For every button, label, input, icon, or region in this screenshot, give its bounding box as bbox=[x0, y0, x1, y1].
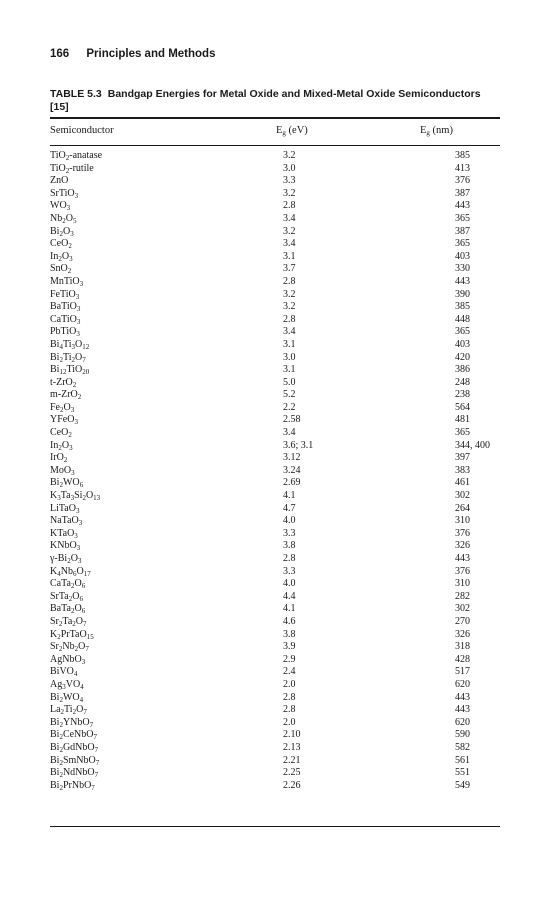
cell-eg-nm: 403 bbox=[455, 338, 470, 350]
cell-eg-nm: 397 bbox=[455, 452, 470, 464]
cell-semiconductor: IrO$_2$ bbox=[50, 452, 68, 465]
cell-semiconductor: $CaTa_2O_6$ bbox=[50, 578, 86, 591]
table-row bbox=[50, 553, 500, 566]
cell-semiconductor: CaTiO$_3$ bbox=[50, 313, 81, 326]
cell-eg-ev: 3.7 bbox=[283, 263, 296, 275]
cell-eg-nm: 413 bbox=[455, 162, 470, 174]
table-row bbox=[50, 503, 500, 516]
cell-eg-nm: 376 bbox=[455, 565, 470, 577]
table-row bbox=[50, 276, 500, 289]
cell-eg-ev: 3.0 bbox=[283, 162, 296, 174]
cell-eg-ev: 2.69 bbox=[283, 477, 301, 489]
cell-eg-nm: 443 bbox=[455, 691, 470, 703]
cell-eg-ev: 3.0 bbox=[283, 351, 296, 363]
cell-semiconductor: AgNbO$_3$ bbox=[50, 653, 86, 666]
cell-eg-nm: 330 bbox=[455, 263, 470, 275]
cell-eg-ev: 4.7 bbox=[283, 502, 296, 514]
cell-eg-ev: 2.8 bbox=[283, 200, 296, 212]
cell-semiconductor: LiTaO$_3$ bbox=[50, 502, 80, 515]
cell-eg-ev: 4.0 bbox=[283, 515, 296, 527]
cell-semiconductor: $La_2Ti_2O_7$ bbox=[50, 704, 87, 717]
cell-eg-ev: 4.6 bbox=[283, 615, 296, 627]
cell-eg-ev: 3.1 bbox=[283, 364, 296, 376]
cell-eg-nm: 582 bbox=[455, 741, 470, 753]
cell-semiconductor: $Fe_2O_3$ bbox=[50, 401, 75, 414]
cell-semiconductor: $Bi_4Ti_3O_{12}$ bbox=[50, 338, 90, 351]
cell-semiconductor: $Bi_2PrNbO_7$ bbox=[50, 779, 95, 792]
table-row bbox=[50, 251, 500, 264]
cell-eg-ev: 3.2 bbox=[283, 288, 296, 300]
table-row bbox=[50, 692, 500, 705]
cell-semiconductor: $BaTa_2O_6$ bbox=[50, 603, 86, 616]
table-row bbox=[50, 591, 500, 604]
column-header-eg-nm: $E_g$ (nm) bbox=[420, 125, 453, 137]
cell-eg-nm: 302 bbox=[455, 603, 470, 615]
cell-eg-ev: 3.2 bbox=[283, 301, 296, 313]
cell-semiconductor: $Sr_2Nb_2O_7$ bbox=[50, 641, 89, 654]
cell-semiconductor: $SrTa_2O_6$ bbox=[50, 590, 83, 603]
cell-eg-nm: 302 bbox=[455, 490, 470, 502]
table-row bbox=[50, 755, 500, 768]
table-row bbox=[50, 540, 500, 553]
cell-semiconductor: $Bi_2O_3$ bbox=[50, 225, 74, 238]
table-row bbox=[50, 238, 500, 251]
table-row bbox=[50, 629, 500, 642]
cell-eg-nm: 248 bbox=[455, 376, 470, 388]
table-row bbox=[50, 490, 500, 503]
table-caption-text: Bandgap Energies for Metal Oxide and Mixed-Metal Oxide Semiconductors [15] bbox=[50, 88, 481, 113]
cell-eg-ev: 4.1 bbox=[283, 603, 296, 615]
table-row bbox=[50, 654, 500, 667]
cell-eg-ev: 2.0 bbox=[283, 716, 296, 728]
cell-eg-ev: 2.10 bbox=[283, 729, 301, 741]
cell-eg-nm: 620 bbox=[455, 716, 470, 728]
table-row bbox=[50, 515, 500, 528]
cell-semiconductor: $\gamma-Bi_2O_3$ bbox=[50, 553, 82, 565]
table-caption bbox=[50, 88, 490, 114]
cell-semiconductor: $In_2O_3$ bbox=[50, 250, 73, 263]
cell-eg-nm: 326 bbox=[455, 628, 470, 640]
cell-eg-ev: 2.8 bbox=[283, 553, 296, 564]
cell-semiconductor: CeO$_2$ bbox=[50, 238, 72, 251]
cell-semiconductor: $K_4Nb_6O_{17}$ bbox=[50, 565, 91, 578]
cell-eg-nm: 551 bbox=[455, 767, 470, 779]
table-row bbox=[50, 427, 500, 440]
cell-eg-ev: 4.0 bbox=[283, 578, 296, 590]
running-header bbox=[50, 48, 215, 60]
cell-eg-nm: 561 bbox=[455, 754, 470, 766]
cell-semiconductor: $K_2PrTaO_{15}$ bbox=[50, 628, 94, 641]
cell-semiconductor: $Sr_2Ta_2O_7$ bbox=[50, 615, 87, 628]
table-row bbox=[50, 566, 500, 579]
table-row bbox=[50, 263, 500, 276]
table-row bbox=[50, 163, 500, 176]
cell-eg-nm: 549 bbox=[455, 779, 470, 791]
table-row bbox=[50, 352, 500, 365]
cell-semiconductor: MnTiO$_3$ bbox=[50, 275, 84, 288]
cell-eg-nm: 344, 400 bbox=[455, 439, 490, 451]
table-header-rule bbox=[50, 145, 500, 146]
cell-semiconductor: $Nb_2O_5$ bbox=[50, 212, 77, 225]
cell-semiconductor: $Bi_{12}TiO_{20}$ bbox=[50, 364, 90, 377]
table-row bbox=[50, 616, 500, 629]
column-header-eg-ev: $E_g$ (eV) bbox=[276, 125, 308, 137]
table-row bbox=[50, 528, 500, 541]
cell-eg-nm: 326 bbox=[455, 540, 470, 552]
table-row bbox=[50, 339, 500, 352]
cell-eg-ev: 2.25 bbox=[283, 767, 301, 779]
table-row bbox=[50, 717, 500, 730]
cell-eg-ev: 2.0 bbox=[283, 678, 296, 690]
cell-eg-nm: 310 bbox=[455, 515, 470, 527]
cell-eg-ev: 3.4 bbox=[283, 238, 296, 250]
cell-eg-ev: 3.1 bbox=[283, 250, 296, 262]
cell-eg-nm: 461 bbox=[455, 477, 470, 489]
table-label: TABLE 5.3 bbox=[50, 88, 102, 100]
cell-eg-nm: 564 bbox=[455, 401, 470, 413]
table-row bbox=[50, 452, 500, 465]
cell-eg-nm: 428 bbox=[455, 653, 470, 665]
table-row bbox=[50, 200, 500, 213]
cell-eg-ev: 2.8 bbox=[283, 691, 296, 703]
table-row bbox=[50, 729, 500, 742]
cell-eg-ev: 2.8 bbox=[283, 313, 296, 325]
cell-eg-ev: 4.1 bbox=[283, 490, 296, 502]
cell-semiconductor: NaTaO$_3$ bbox=[50, 515, 83, 528]
cell-semiconductor: $Bi_2CeNbO_7$ bbox=[50, 729, 98, 742]
cell-eg-ev: 2.21 bbox=[283, 754, 301, 766]
cell-eg-ev: 3.24 bbox=[283, 464, 301, 476]
table-row bbox=[50, 578, 500, 591]
cell-semiconductor: SnO$_2$ bbox=[50, 263, 72, 276]
cell-eg-ev: 3.12 bbox=[283, 452, 301, 464]
cell-eg-nm: 443 bbox=[455, 200, 470, 212]
cell-eg-nm: 481 bbox=[455, 414, 470, 426]
cell-eg-ev: 3.8 bbox=[283, 540, 296, 552]
cell-semiconductor: KTaO$_3$ bbox=[50, 527, 78, 540]
cell-eg-ev: 3.4 bbox=[283, 427, 296, 439]
table-row bbox=[50, 767, 500, 780]
cell-eg-nm: 376 bbox=[455, 527, 470, 539]
cell-semiconductor: BaTiO$_3$ bbox=[50, 301, 81, 314]
table-row bbox=[50, 465, 500, 478]
cell-semiconductor: $Bi_2GdNbO_7$ bbox=[50, 741, 99, 754]
cell-eg-ev: 3.2 bbox=[283, 225, 296, 237]
table-row bbox=[50, 679, 500, 692]
table-row bbox=[50, 314, 500, 327]
table-bottom-rule bbox=[50, 826, 500, 827]
cell-eg-nm: 443 bbox=[455, 553, 470, 564]
running-title: Principles and Methods bbox=[86, 48, 216, 60]
cell-eg-ev: 3.4 bbox=[283, 326, 296, 338]
table-row bbox=[50, 414, 500, 427]
cell-eg-nm: 318 bbox=[455, 641, 470, 653]
cell-semiconductor: CeO$_2$ bbox=[50, 427, 72, 440]
table-row bbox=[50, 175, 500, 188]
table-row bbox=[50, 389, 500, 402]
cell-semiconductor: $Bi_2WO_4$ bbox=[50, 691, 84, 704]
table-row bbox=[50, 402, 500, 415]
cell-semiconductor: $Ag_3VO_4$ bbox=[50, 678, 84, 691]
cell-semiconductor: YFeO$_3$ bbox=[50, 414, 78, 427]
cell-eg-nm: 238 bbox=[455, 389, 470, 401]
cell-eg-nm: 376 bbox=[455, 175, 470, 187]
cell-semiconductor: KNbO$_3$ bbox=[50, 540, 81, 553]
cell-eg-ev: 5.0 bbox=[283, 376, 296, 388]
cell-eg-nm: 365 bbox=[455, 427, 470, 439]
cell-eg-nm: 385 bbox=[455, 150, 470, 161]
cell-semiconductor: $Bi_2WO_6$ bbox=[50, 477, 84, 490]
table-body bbox=[50, 150, 500, 792]
table-row bbox=[50, 603, 500, 616]
cell-eg-nm: 403 bbox=[455, 250, 470, 262]
table-row bbox=[50, 742, 500, 755]
cell-eg-nm: 387 bbox=[455, 225, 470, 237]
cell-semiconductor: t-ZrO$_2$ bbox=[50, 376, 77, 389]
cell-semiconductor: MoO$_3$ bbox=[50, 464, 75, 477]
table-row bbox=[50, 377, 500, 390]
cell-eg-ev: 2.8 bbox=[283, 275, 296, 287]
table-row bbox=[50, 364, 500, 377]
cell-eg-ev: 3.6; 3.1 bbox=[283, 439, 314, 451]
cell-semiconductor: ZnO bbox=[50, 175, 69, 187]
table-row bbox=[50, 704, 500, 717]
cell-eg-ev: 2.8 bbox=[283, 704, 296, 716]
cell-eg-nm: 390 bbox=[455, 288, 470, 300]
cell-eg-nm: 443 bbox=[455, 275, 470, 287]
cell-semiconductor: m-ZrO$_2$ bbox=[50, 389, 82, 402]
cell-eg-ev: 2.4 bbox=[283, 666, 296, 678]
cell-eg-ev: 3.8 bbox=[283, 628, 296, 640]
column-header-semiconductor: Semiconductor bbox=[50, 125, 114, 136]
cell-eg-ev: 3.2 bbox=[283, 150, 296, 161]
cell-eg-ev: 3.9 bbox=[283, 641, 296, 653]
table-row bbox=[50, 780, 500, 793]
table-row bbox=[50, 641, 500, 654]
cell-semiconductor: $WO_3$ bbox=[50, 200, 71, 213]
table-row bbox=[50, 289, 500, 302]
cell-semiconductor: $Bi_2NdNbO_7$ bbox=[50, 767, 99, 780]
cell-eg-nm: 264 bbox=[455, 502, 470, 514]
cell-eg-nm: 383 bbox=[455, 464, 470, 476]
cell-eg-ev: 3.2 bbox=[283, 187, 296, 199]
cell-semiconductor: SrTiO$_3$ bbox=[50, 187, 79, 200]
cell-eg-nm: 387 bbox=[455, 187, 470, 199]
cell-semiconductor: FeTiO$_3$ bbox=[50, 288, 80, 301]
cell-eg-nm: 420 bbox=[455, 351, 470, 363]
cell-eg-ev: 2.13 bbox=[283, 741, 301, 753]
table-row bbox=[50, 188, 500, 201]
cell-semiconductor: TiO$_2$-rutile bbox=[50, 162, 94, 175]
cell-eg-nm: 365 bbox=[455, 326, 470, 338]
cell-eg-ev: 2.2 bbox=[283, 401, 296, 413]
cell-semiconductor: $In_2O_3$ bbox=[50, 439, 73, 452]
cell-eg-nm: 310 bbox=[455, 578, 470, 590]
cell-eg-ev: 4.4 bbox=[283, 590, 296, 602]
cell-eg-nm: 365 bbox=[455, 212, 470, 224]
cell-semiconductor: $Bi_2SmNbO_7$ bbox=[50, 754, 100, 767]
cell-eg-nm: 448 bbox=[455, 313, 470, 325]
cell-eg-nm: 620 bbox=[455, 678, 470, 690]
cell-semiconductor: $Bi_2YNbO_7$ bbox=[50, 716, 94, 729]
cell-eg-ev: 3.3 bbox=[283, 175, 296, 187]
cell-semiconductor: $K_3Ta_3Si_2O_{13}$ bbox=[50, 490, 101, 503]
cell-eg-nm: 365 bbox=[455, 238, 470, 250]
table-row bbox=[50, 666, 500, 679]
cell-semiconductor: BiVO$_4$ bbox=[50, 666, 78, 679]
table-row bbox=[50, 226, 500, 239]
table-row bbox=[50, 477, 500, 490]
cell-eg-nm: 282 bbox=[455, 590, 470, 602]
cell-eg-nm: 590 bbox=[455, 729, 470, 741]
cell-eg-ev: 5.2 bbox=[283, 389, 296, 401]
table-row bbox=[50, 150, 500, 163]
cell-semiconductor: TiO$_2$-anatase bbox=[50, 150, 103, 162]
page-number: 166 bbox=[50, 48, 70, 60]
cell-semiconductor: $Bi_2Ti_2O_7$ bbox=[50, 351, 86, 364]
table-row bbox=[50, 440, 500, 453]
cell-eg-ev: 3.3 bbox=[283, 527, 296, 539]
table-row bbox=[50, 301, 500, 314]
cell-eg-ev: 2.26 bbox=[283, 779, 301, 791]
cell-eg-nm: 443 bbox=[455, 704, 470, 716]
cell-semiconductor: PbTiO$_3$ bbox=[50, 326, 80, 339]
table-row bbox=[50, 326, 500, 339]
cell-eg-ev: 2.58 bbox=[283, 414, 301, 426]
cell-eg-nm: 385 bbox=[455, 301, 470, 313]
cell-eg-ev: 2.9 bbox=[283, 653, 296, 665]
cell-eg-ev: 3.4 bbox=[283, 212, 296, 224]
cell-eg-nm: 270 bbox=[455, 615, 470, 627]
cell-eg-ev: 3.1 bbox=[283, 338, 296, 350]
cell-eg-ev: 3.3 bbox=[283, 565, 296, 577]
cell-eg-nm: 386 bbox=[455, 364, 470, 376]
table-row bbox=[50, 213, 500, 226]
table-top-rule bbox=[50, 117, 500, 119]
cell-eg-nm: 517 bbox=[455, 666, 470, 678]
